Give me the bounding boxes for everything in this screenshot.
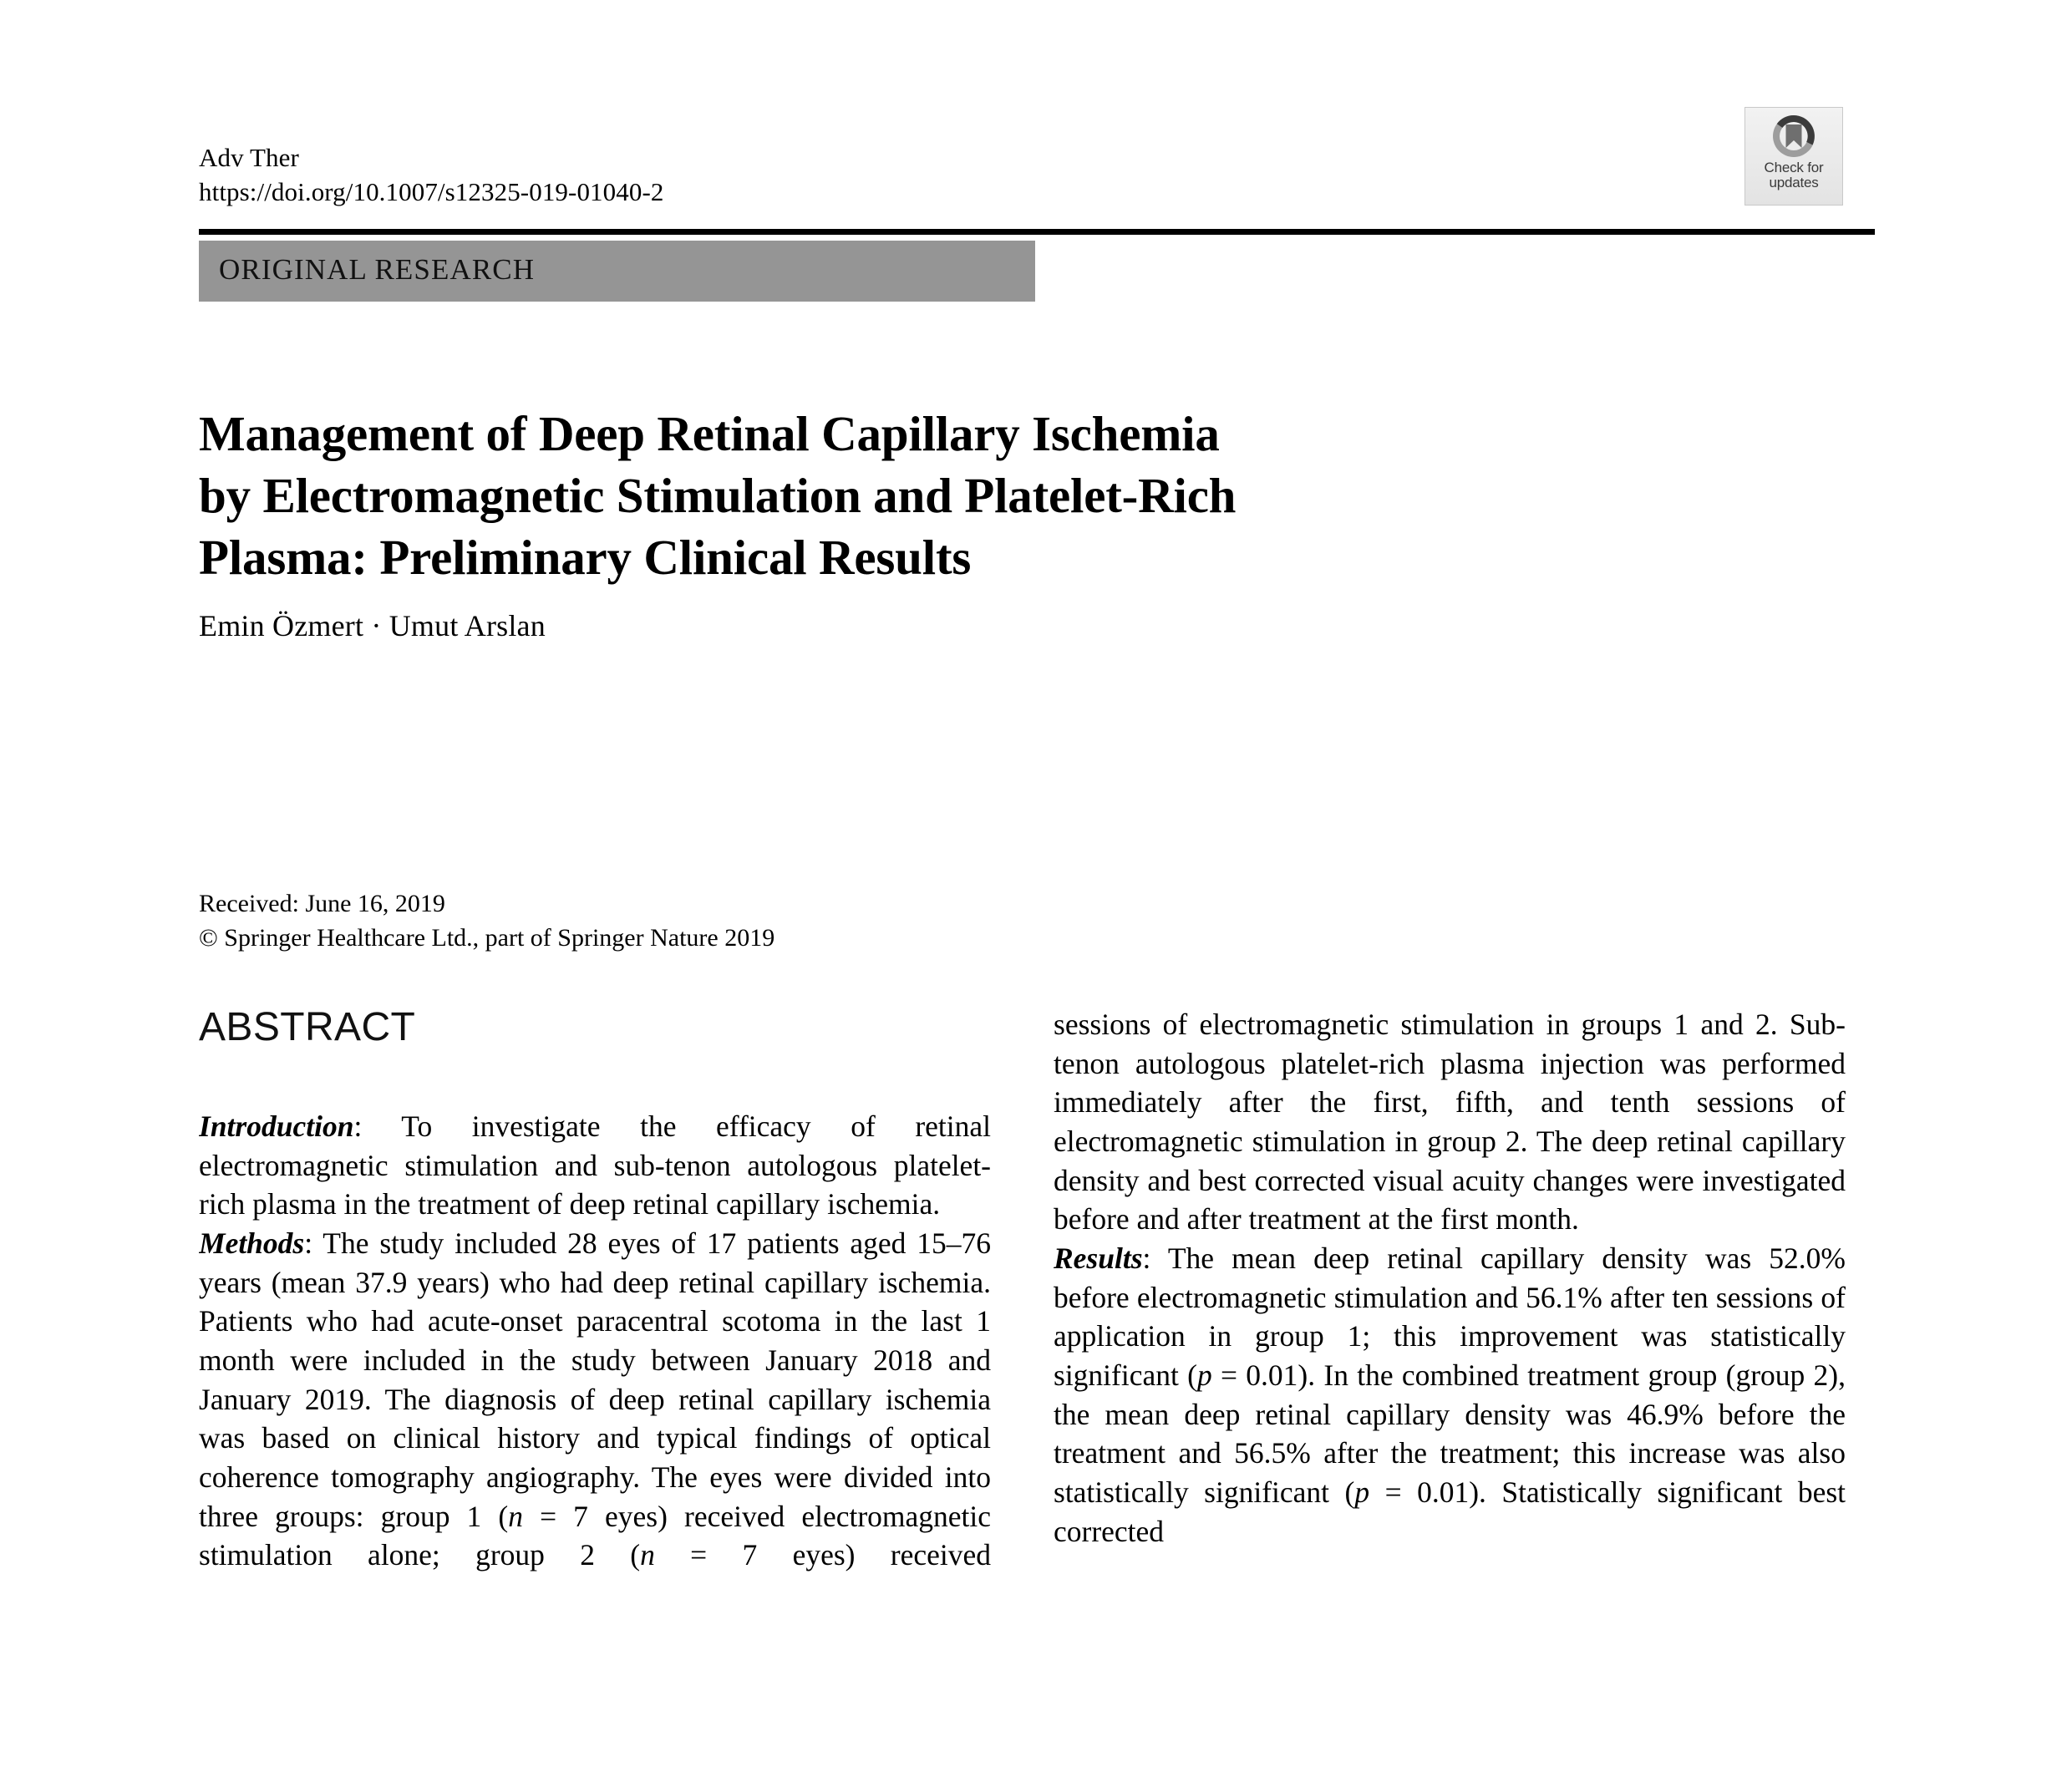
abstract-methods-paragraph xyxy=(199,1224,991,1575)
methods-label: Methods xyxy=(199,1226,305,1261)
author-list: Emin Özmert · Umut Arslan xyxy=(199,609,546,642)
title-line-1: Management of Deep Retinal Capillary Ischemia xyxy=(199,405,1220,461)
abstract-column-left xyxy=(199,1107,991,1767)
introduction-text: : To investigate the efficacy of retinal electromagnetic stimulation and sub-tenon autologous platelet-rich plasma in the treatment of deep retinal capillary ischemia. xyxy=(199,1109,991,1221)
results-text-b: = 0.01). In the combined treatment group (group 2), the mean deep retinal capillary density was 46.9% before the treatment and 56.5% after the treatment; this increase was also statistically significant ( xyxy=(1054,1358,1846,1510)
abstract-methods-continuation xyxy=(1054,1005,1846,1239)
crossmark-icon xyxy=(1770,113,1817,160)
header-rule xyxy=(199,229,1875,235)
crossmark-label-line1: Check for xyxy=(1764,160,1824,175)
publication-info xyxy=(199,887,774,956)
crossmark-label xyxy=(1765,160,1824,191)
methods-n-symbol-2: n xyxy=(640,1538,655,1572)
introduction-label: Introduction xyxy=(199,1109,354,1143)
results-text-a: : The mean deep retinal capillary density was 52.0% before electromagnetic stimulation and 56.1% after ten sessions of application in group 1; this improvement was statistically significant ( xyxy=(1054,1241,1846,1393)
section-banner-label: ORIGINAL RESEARCH xyxy=(219,253,536,286)
doi-link[interactable]: https://doi.org/10.1007/s12325-019-01040-2 xyxy=(199,177,664,207)
methods-continuation-text: sessions of electromagnetic stimulation in groups 1 and 2. Sub-tenon autologous platelet-rich plasma injection was performed immediately after the first, fifth, and tenth sessions of electromagnetic stimulation in group 2. The deep retinal capillary density and best corrected visual acuity changes were investigated before and after treatment at the first month. xyxy=(1054,1008,1846,1236)
abstract-heading: ABSTRACT xyxy=(199,1005,416,1049)
check-for-updates-badge[interactable] xyxy=(1744,107,1843,206)
title-line-3: Plasma: Preliminary Clinical Results xyxy=(199,530,972,586)
journal-name: Adv Ther xyxy=(199,143,299,172)
abstract-results-paragraph xyxy=(1054,1239,1846,1551)
received-date: Received: June 16, 2019 xyxy=(199,890,445,917)
results-label: Results xyxy=(1054,1241,1143,1276)
crossmark-label-line2: updates xyxy=(1769,175,1819,191)
methods-n-symbol-1: n xyxy=(508,1499,523,1533)
results-text-c: = 0.01). Statistically significant best corrected xyxy=(1054,1475,1846,1548)
methods-text-a: : The study included 28 eyes of 17 patients aged 15–76 years (mean 37.9 years) who had deep retinal capillary ischemia. Patients who had acute-onset paracentral scotoma in the last 1 month were included in the study between January 2018 and January 2019. The diagnosis of deep retinal capillary ischemia was based on clinical history and typical findings of optical coherence tomography angiography. The eyes were divided into three groups: group 1 ( xyxy=(199,1226,991,1533)
title-line-2: by Electromagnetic Stimulation and Platelet-Rich xyxy=(199,467,1237,523)
abstract-introduction-paragraph xyxy=(199,1107,991,1224)
page-title xyxy=(199,403,1669,589)
results-p-symbol-1: p xyxy=(1196,1358,1212,1393)
abstract-column-right xyxy=(1054,1005,1846,1767)
journal-header xyxy=(199,140,663,209)
results-p-symbol-2: p xyxy=(1354,1475,1370,1510)
copyright-line: © Springer Healthcare Ltd., part of Springer Nature 2019 xyxy=(199,923,775,952)
methods-text-b: = 7 eyes) received electromagnetic stimulation alone; group 2 ( xyxy=(199,1499,991,1572)
methods-text-c: = 7 eyes) received xyxy=(654,1538,991,1572)
